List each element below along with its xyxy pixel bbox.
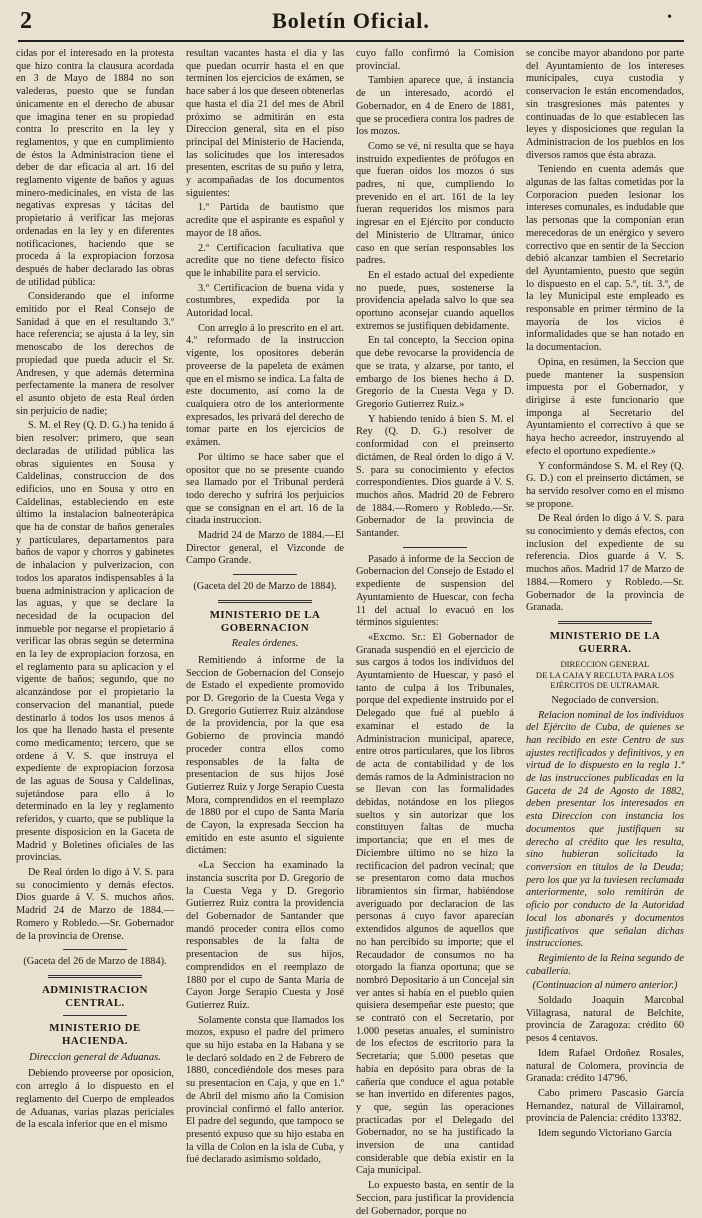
header-ornament-icon: • bbox=[667, 10, 672, 25]
subsection-heading: Direccion general de Aduanas. bbox=[29, 1051, 161, 1063]
column-4 bbox=[526, 48, 684, 1140]
paragraph: Con arreglo á lo prescrito en el art. 4.º reformado de la instruccion vigente, los opositores deberán proveerse de la papeleta de exámen que en el mismo se indica. La falta de este documento, así como la de cualquiera otro de los anteriormente expresados, les privará del derecho de tomar parte en los ejercicios de exámen. bbox=[186, 322, 344, 449]
paragraph: resultan vacantes hasta el dia y las que puedan ocurrir hasta el en que terminen los ejercicios de exámen, se hace saber á los que deseen obtenerlas que hasta el dia 21 del mes de Abril próximo se admitirán en esta Direccion general, sita en el piso principal del Ministerio de Hacienda, las solicitudes que los interesados presenten, escritas de su puño y letra, y acompañadas de los documentos siguientes: bbox=[186, 48, 344, 199]
gaceta-note: (Gaceta del 26 de Marzo de 1884). bbox=[23, 956, 167, 968]
paragraph: Teniendo en cuenta además que algunas de las faltas cometidas por la Corporacion pueden lesionar los intereses comunales, es indudable que las personas que la componían eran merecedoras de un enérgico y severo correctivo que en sentir de la Seccion debió alcanzar tambien el Secretario del Ayuntamiento, puesto que según lo dispuesto en el cap. 5.º, tít. 3.º, de la ley Municipal este empleado es responsable en primer término de la mayoría de los vicios é informalidades que se han notado en la documentacion. bbox=[526, 164, 684, 354]
list-item: Soldado Joaquin Marcobal Villagrasa, natural de Belchite, provincia de Zaragoza: crédito 60 pesos 4 centavos. bbox=[526, 995, 684, 1045]
divider bbox=[558, 621, 653, 624]
paragraph: 2.º Certificacion facultativa que acredite que no tiene defecto físico que le inhabilite para el servicio. bbox=[186, 242, 344, 279]
paragraph: Pasado á informe de la Seccion de Gobernacion del Consejo de Estado el expediente de suspension del Ayuntamiento de Huescar, con fecha 11 del actual lo evacuó en los términos siguientes: bbox=[356, 553, 514, 629]
paragraph: Debiendo proveerse por oposicion, con arreglo á lo dispuesto en el reglamento del Cuerpo de empleados de Aduanas, varias plazas periciales de la escala inferior que en el mismo bbox=[16, 1068, 174, 1131]
divider bbox=[218, 600, 313, 603]
paragraph: En el estado actual del expediente no puede, pues, sostenerse la providencia apelada salvo lo que sea oportuno aconsejar cuando aquellos extremos se justifiquen debidamente. bbox=[356, 269, 514, 332]
column-3 bbox=[356, 48, 514, 1217]
paragraph: 3.º Certificacion de buena vida y costumbres, expedida por la Autoridad local. bbox=[186, 282, 344, 320]
paragraph: Y conformándose S. M. el Rey (Q. G. D.) con el preinserto dictámen, se ha servido resolver como en el mismo se propone. bbox=[526, 460, 684, 510]
ministry-heading: MINISTERIO DE LA GOBERNACION bbox=[209, 608, 321, 634]
header-rule bbox=[18, 40, 684, 42]
paragraph: De Real órden lo digo á V. S. para su conocimiento y demás efectos. Dios guarde á V. S. muchos años. Madrid 24 de Marzo de 1884.—Romero y Robledo.—Sr. Gobernador de la provincia de Orense. bbox=[16, 867, 174, 942]
subsection-heading: Reales órdenes. bbox=[231, 638, 299, 650]
paragraph: Y habiendo tenido á bien S. M. el Rey (Q. D. G.) resolver de conformidad con el preinserto dictámen, de Real órden lo digo á V. S. para su conocimiento y efectos correspondientes. Dios guarde á V. S. muchos años. Madrid 20 de Febrero de 1884.—Romero y Robledo.—Sr. Gobernador de la provincia de Santander. bbox=[356, 413, 514, 540]
paragraph: Opina, en resúmen, la Seccion que puede mantener la suspension impuesta por el Gobernador, y dirigirse á este funcionario que imponga al Secretario del Ayuntamiento el correctivo á que se haya hecho acreedor, instruyendo al efecto el oportuno expediente.» bbox=[526, 356, 684, 457]
paragraph: cuyo fallo confirmó la Comision provincial. bbox=[356, 48, 514, 72]
paragraph: De Real órden lo digo á V. S. para su conocimiento y demás efectos, con inclusion del expediente de su referencia. Dios guarde á V. S. muchos años. Madrid 17 de Marzo de 1884.—Romero y Robledo.—Sr. Gobernador de la provincia de Granada. bbox=[526, 513, 684, 614]
text-columns bbox=[16, 48, 684, 1217]
paragraph: 1.º Partida de bautismo que acredite que el aspirante es español y mayor de 18 años. bbox=[186, 202, 344, 239]
divider bbox=[48, 975, 143, 978]
paragraph: Como se vé, ni resulta que se haya instruido expedientes de prófugos en que fueran oídos los mozos ó sus padres, ni que, cumpliendo lo prevenido en el art. 161 de la ley fueran requeridos los mismos para ingresar en el Ejército por conducto del Ministerio de Ultramar, único caso en que serían responsables los padres. bbox=[356, 140, 514, 267]
page-number: 2 bbox=[20, 8, 32, 34]
paragraph: Por último se hace saber que el opositor que no se presente cuando sea llamado por el Tribunal perderá todo derecho y sufrirá los perjuicios que se consignan en el art. 16 de la citada instruccion. bbox=[186, 451, 344, 527]
continuation-note: (Continuacion al número anterior.) bbox=[532, 980, 678, 992]
divider bbox=[233, 574, 296, 575]
paragraph: En tal concepto, la Seccion opina que debe revocarse la providencia de que se trata, y alzarse, por tanto, el embargo de los bienes hecho á D. Gregorio de la Cuesta Vega y D. Gregorio Gutierrez Ruiz.» bbox=[356, 335, 514, 410]
paragraph: Considerando que el informe emitido por el Real Consejo de Sanidad á que en el resultando 3.º hace referencia; se ajusta á la ley, sin menoscabo de los derechos de propiedad que pueda aducir el Sr. Andresen, y que además determina perfectamente la manera de resolver el asunto objeto de esta Real órden sin perjuicio de nadie; bbox=[16, 291, 174, 417]
column-2 bbox=[186, 48, 344, 1166]
list-item: Idem Rafael Ordoñez Rosales, natural de Colomera, provincia de Granada: crédito 147'96. bbox=[526, 1047, 684, 1085]
list-item: Idem segundo Victoriano García bbox=[538, 1128, 672, 1140]
paragraph: cidas por el interesado en la protesta que hizo contra la clausura acordada en 3 de Mayo de 1884 no son valederas, puesto que se fundan únicamente en el derecho de abusar que imagina tener en su propiedad contra lo prescrito en la ley y reglamentos, y que en cumplimiento de éstos la Administracion tiene el deber de dar eficacia al art. 16 del reglamento vigente de baños y aguas minero-medicinales, en vista de las negativas expresas y tácitas del propietario á verificar las mejoras ordenadas en la ley y en diferentes notificaciones, haciendo que se proceda á la expropiacion forzosa después de haber declarado las obras de utilidad pública: bbox=[16, 48, 174, 288]
paragraph: Remitiendo á informe de la Seccion de Gobernacion del Consejo de Estado el expediente promovido por D. Gregorio de la Cuesta Vega y D. Gregorio Gutierrez Ruiz alzándose de la providencia, por la que esa Gobierno de provincia mandó proceder contra ellos como responsables de la falta de presentacion de sus hijos José Gutierrez Ruiz y Jorge Serapio Cuesta Mora, comprendidos en el reemplazo de 1880 por el cupo de Santa María de Cayon, la expresada Seccion ha emitido en este asunto el siguiente dictámen: bbox=[186, 654, 344, 857]
section-heading: ADMINISTRACION CENTRAL. bbox=[42, 983, 148, 1009]
paragraph: Solamente consta que llamados los mozos, expuso el padre del primero que su hijo estaba en la Habana y se le declaró soldado en 2 de Febrero de 1880, concediéndole dos meses para su presentacion en Caja, y que en 1.º de Abril del mismo año la Comision provincial confirmó el fallo anterior. El padre del segundo, que tampoco se presentó expuso que su hijo estaba en la villa de Colon en la isla de Cuba, y fué declarado asimismo soldado, bbox=[186, 1014, 344, 1166]
divider bbox=[403, 547, 466, 548]
paragraph: Lo expuesto basta, en sentir de la Seccion, para justificar la providencia del Gobernador, porque no bbox=[356, 1180, 514, 1217]
gaceta-note: (Gaceta del 20 de Marzo de 1884). bbox=[193, 581, 337, 593]
direccion-line-1: DIRECCION GENERAL bbox=[560, 659, 650, 670]
divider bbox=[63, 949, 126, 950]
direccion-line-2: DE LA CAJA Y RECLUTA PARA LOS bbox=[535, 669, 675, 680]
paragraph: S. M. el Rey (Q. D. G.) ha tenido á bien resolver: primero, que sean declaradas de utilidad pública las obras siguientes en Sousa y Caldelinas, construccion de dos edificios, uno en Sousa y otro en Caldelinas, estableciendo en este último la instalacion balneoterápica que ha de constar de baños generales y particulares, departamentos para baños de vapor y chorros y gabinetes de inhalacion y pulverizacion, con todos los aparatos indispensables á la buena administracion y aplicacion de las aguas, y que se declare la necesidad de la ocupacion del inmueble por negarse el propietario á verificar las obras según se determina en la ley de expropiacion forzosa, en el reglamento para su aplicacion y el vigente de baños; segundo, que no alcanzándose por el propietario la conservacion del manantial, puede destinarlo á todos los usos menos á los que ha llenado hasta el presente como medicamento; tercero, que se ordene á V. S. que instruya el expediente de expropiacion forzosa de las aguas de Sousa y Caldelinas, sujetándose para ello á lo determinado en la ley y reglamento referidos, y cuarto, que se publique la presente disposicion en la Gaceta de Madrid y Boletines oficiales de las provincias. bbox=[16, 420, 174, 864]
paragraph: Tambien aparece que, á instancia de un interesado, acordó el Gobernador, en 4 de Enero de 1881, que se procediera contra los padres de los mozos. bbox=[356, 75, 514, 138]
divider bbox=[63, 1015, 126, 1016]
direccion-heading bbox=[526, 659, 684, 691]
regiment-heading: Regimiento de la Reina segundo de caballería. bbox=[526, 952, 684, 977]
paragraph: Relacion nominal de los individuos del Ejército de Cuba, de quienes se han recibido en este Centro de sus ajustes rectificados y definitivos, y en virtud de lo dispuesto en la regla 1.ª de las instrucciones publicadas en la Gaceta de 24 de Agosto de 1882, deben presentar los interesados en esta Direccion con instancia los documentos que justifiquen su derecho al crédito que les resulta, sino hubieran solicitado la conversion en títulos de la Deuda; pero los que ya la tuviesen reclamada anteriormente, solo remitirán de oficio por conducto de la Autoridad local los abonarés y documentos justificativos que señalan dichas instrucciones. bbox=[526, 709, 684, 950]
ministry-heading: MINISTERIO DE HACIENDA. bbox=[49, 1022, 141, 1048]
negociado-heading: Negociado de conversion. bbox=[551, 694, 659, 706]
paragraph: «La Seccion ha examinado la instancia suscrita por D. Gregorio de la Cuesta Vega y D. Gregorio Gutierrez Ruiz contra la providencia del Gobernador de Santander que mandó proceder contra ellos como responsables de la falta de presentacion de sus hijos, comprendidos en el reemplazo de 1880 por el cupo de Santa María de Cayon Jorge Serapio Cuesta y José Gutierrez Ruiz. bbox=[186, 860, 344, 1011]
page-header bbox=[0, 0, 702, 40]
page-title: Boletín Oficial. bbox=[272, 8, 430, 33]
ministry-heading: MINISTERIO DE LA GUERRA. bbox=[549, 629, 661, 655]
column-1 bbox=[16, 48, 174, 1131]
paragraph: «Excmo. Sr.: El Gobernador de Granada suspendió en el ejercicio de sus cargos á todos los individuos del Ayuntamiento de Huescar, y pasó el tanto de culpa á los Tribunales, porque del expediente instruido por el Delegado que fué al pueblo á examinar el estado de la Administracion municipal, aparece, entre otros particulares, que los libros de acta de contabilidad y de los demás ramos de la Administracion no se llevan con las formalidades debidas, notándose en los pliegos sueltos y sin autorizar que los constituyen faltas de mucha importancia; que en el mes de Diciembre último no se hizo la rectificacion del padron vecinal; que se presentaron como data muchos libramientos sin firmar, habiéndose averiguado por declaracion de las personas á cuyo favor aparecían extendidos algunos de aquellos que no han percibido su importe; que el Recaudador de consumos no ha otorgado la fianza oportuna; que se nombró Depositario á un Concejal sin ver antes si había en el pueblo quien quisiera desempeñar este puesto; que se contrató con el Secretario, por 1.000 pesetas anuales, el suministro de los efectos de escritorio para la Secretaría; que 5.000 pesetas que había en depósito para obras de la cañería que conduce el agua potable se han invertido en diferentes pagos, y que, según las operaciones practicadas por el Delegado del Gobernador, no se ha justificado la inversion de una cantidad considerable que debía existir en la Caja municipal. bbox=[356, 631, 514, 1177]
paragraph: se concibe mayor abandono por parte del Ayuntamiento de los intereses municipales, cuya custodia y conservacion le están encomendados, sin trasgresiones más patentes y continuadas de lo que establecen las leyes y disposiciones que regulan la Administracion de los pueblos en los diversos ramos que ésta abraza. bbox=[526, 48, 684, 161]
list-item: Cabo primero Pascasio García Hernandez, natural de Villairamol, provincia de Palencia: crédito 133'82. bbox=[526, 1087, 684, 1125]
paragraph: Madrid 24 de Marzo de 1884.—El Director general, el Vizconde de Campo Grande. bbox=[186, 530, 344, 567]
direccion-line-3: EJÉRCITOS DE ULTRAMAR. bbox=[550, 680, 660, 691]
